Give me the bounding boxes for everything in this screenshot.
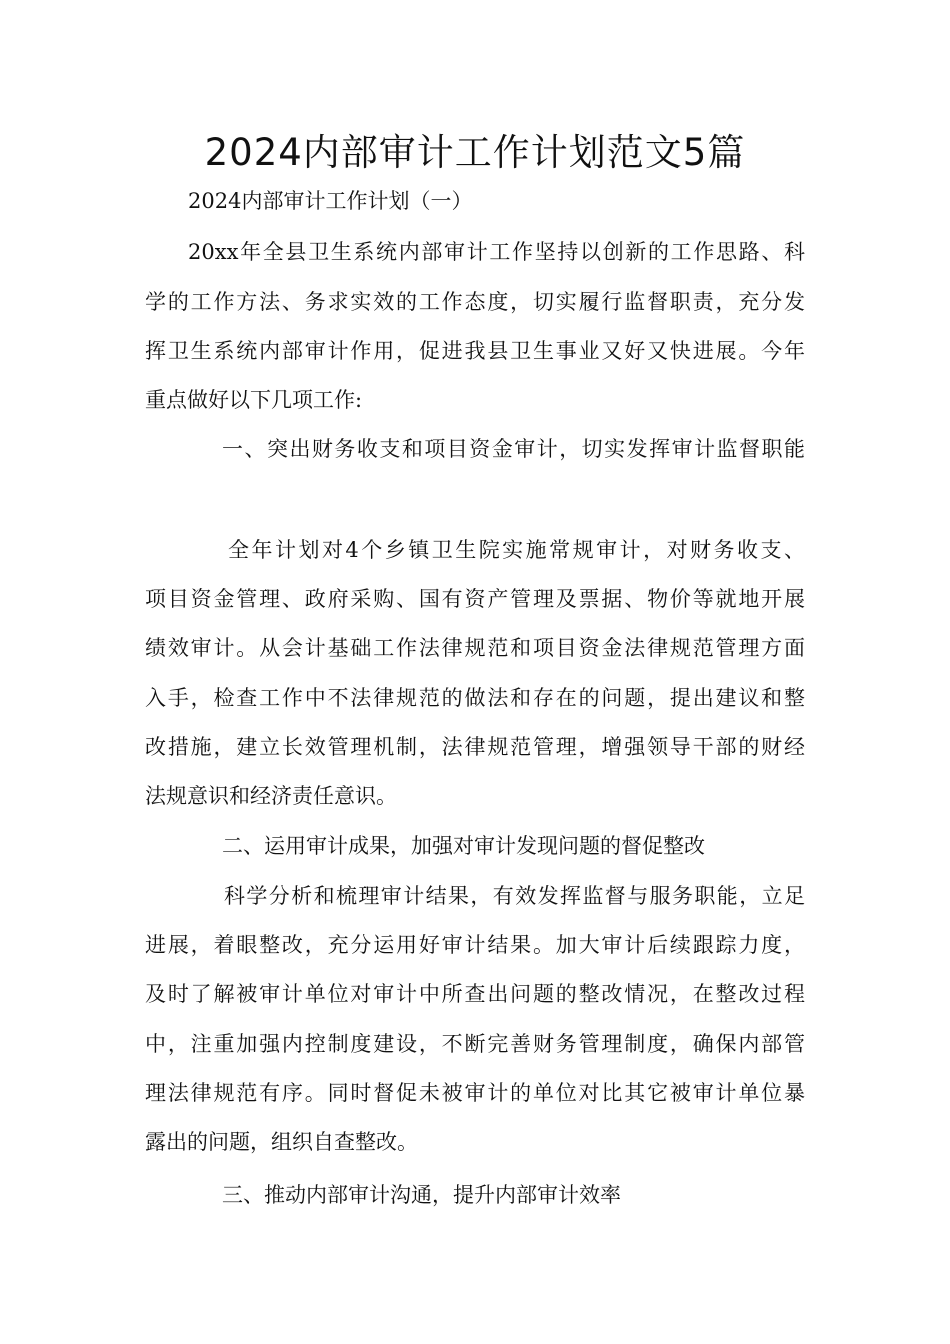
section-1-line-4: 入手，检查工作中不法律规范的做法和存在的问题，提出建议和整 [145,686,805,710]
section-3-heading: 三、推动内部审计沟通，提升内部审计效率 [222,1183,621,1207]
section-1-line-5: 改措施，建立长效管理机制，法律规范管理，增强领导干部的财经 [145,735,805,759]
document-title: 2024内部审计工作计划范文5篇 [204,131,746,174]
section-2-line-1: 科学分析和梳理审计结果，有效发挥监督与服务职能，立足 [224,884,805,908]
section-1-line-6: 法规意识和经济责任意识。 [145,784,397,808]
section-1-line-3: 绩效审计。从会计基础工作法律规范和项目资金法律规范管理方面 [145,636,805,660]
section-2-line-4: 中，注重加强内控制度建设，不断完善财务管理制度，确保内部管 [145,1032,805,1056]
section-1-heading: 一、突出财务收支和项目资金审计，切实发挥审计监督职能 [222,437,805,461]
section-2-heading: 二、运用审计成果，加强对审计发现问题的督促整改 [222,834,705,858]
intro-line-4: 重点做好以下几项工作: [145,388,363,412]
section-2-line-2: 进展，着眼整改，充分运用好审计结果。加大审计后续跟踪力度， [145,933,805,957]
section-2-line-5: 理法律规范有序。同时督促未被审计的单位对比其它被审计单位暴 [145,1081,805,1105]
section-1-line-2: 项目资金管理、政府采购、国有资产管理及票据、物价等就地开展 [145,587,805,611]
intro-line-1: 20xx年全县卫生系统内部审计工作坚持以创新的工作思路、科 [188,240,805,264]
intro-line-3: 挥卫生系统内部审计作用，促进我县卫生事业又好又快进展。今年 [145,339,805,363]
document-subtitle: 2024内部审计工作计划（一） [188,189,473,213]
intro-line-2: 学的工作方法、务求实效的工作态度，切实履行监督职责，充分发 [145,290,805,314]
section-2-line-6: 露出的问题，组织自查整改。 [145,1130,418,1154]
section-1-line-1: 全年计划对4个乡镇卫生院实施常规审计，对财务收支、 [228,538,805,562]
section-2-line-3: 及时了解被审计单位对审计中所查出问题的整改情况，在整改过程 [145,982,805,1006]
